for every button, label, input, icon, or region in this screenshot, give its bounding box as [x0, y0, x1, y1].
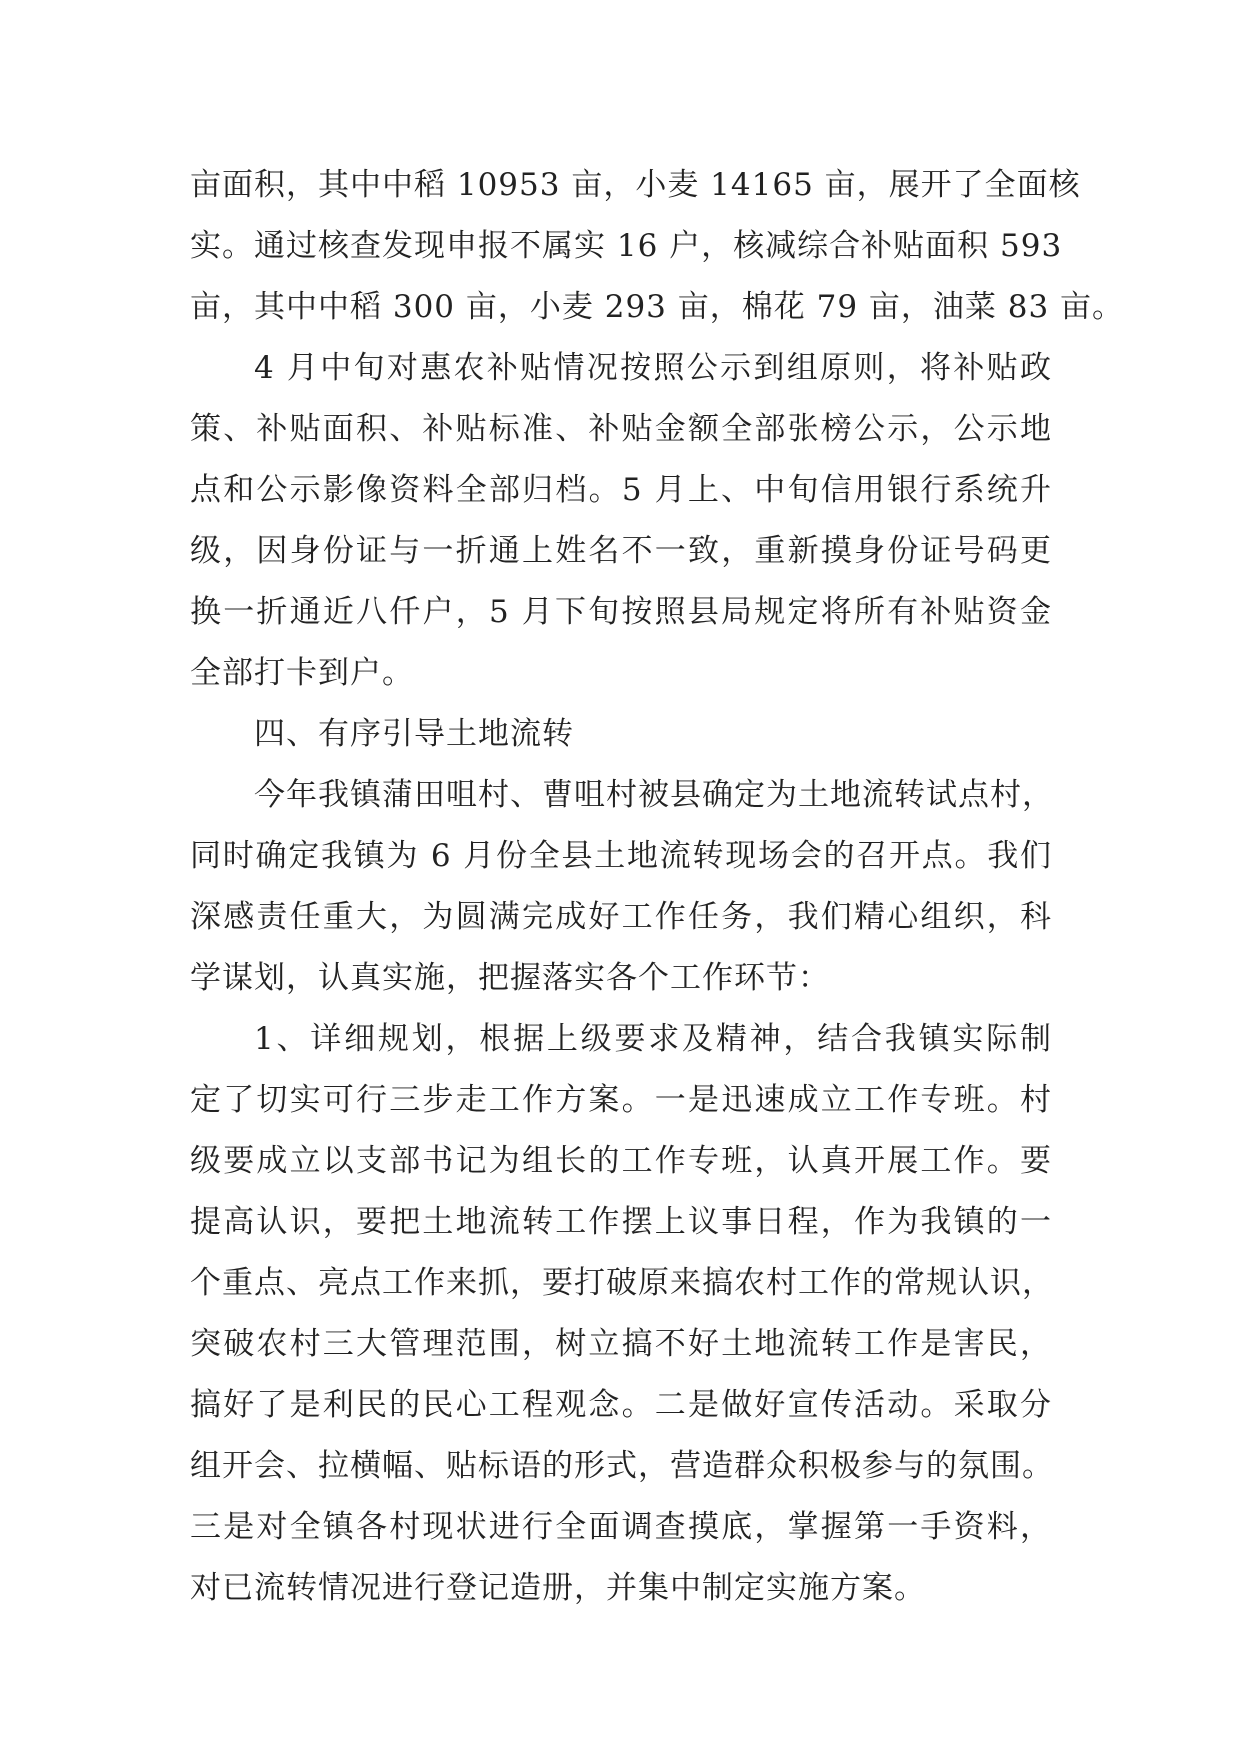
text-line: 级，因身份证与一折通上姓名不一致，重新摸身份证号码更 — [190, 533, 1052, 569]
text-line: 定了切实可行三步走工作方案。一是迅速成立工作专班。村 — [190, 1082, 1052, 1118]
text-line: 对已流转情况进行登记造册，并集中制定实施方案。 — [190, 1570, 926, 1606]
text-line: 今年我镇蒲田咀村、曹咀村被县确定为土地流转试点村， — [254, 777, 1054, 813]
text-line: 深感责任重大，为圆满完成好工作任务，我们精心组织，科 — [190, 899, 1052, 935]
text-line: 1、详细规划，根据上级要求及精神，结合我镇实际制 — [254, 1021, 1052, 1057]
text-line: 学谋划，认真实施，把握落实各个工作环节： — [190, 960, 830, 996]
text-line: 同时确定我镇为 6 月份全县土地流转现场会的召开点。我们 — [190, 838, 1052, 874]
text-line: 提高认识，要把土地流转工作摆上议事日程，作为我镇的一 — [190, 1204, 1052, 1240]
text-line: 4 月中旬对惠农补贴情况按照公示到组原则，将补贴政 — [254, 350, 1052, 386]
text-line: 全部打卡到户。 — [190, 655, 414, 691]
text-line: 亩，其中中稻 300 亩，小麦 293 亩，棉花 79 亩，油菜 83 亩。 — [190, 289, 1125, 325]
text-line: 突破农村三大管理范围，树立搞不好土地流转工作是害民， — [190, 1326, 1052, 1362]
text-line: 四、有序引导土地流转 — [254, 716, 574, 752]
document-body — [190, 155, 1125, 1619]
text-line: 换一折通近八仟户，5 月下旬按照县局规定将所有补贴资金 — [190, 594, 1052, 630]
text-line: 个重点、亮点工作来抓，要打破原来搞农村工作的常规认识， — [190, 1265, 1054, 1301]
text-line: 三是对全镇各村现状进行全面调查摸底，掌握第一手资料， — [190, 1509, 1052, 1545]
text-line: 组开会、拉横幅、贴标语的形式，营造群众积极参与的氛围。 — [190, 1448, 1054, 1484]
text-line: 实。通过核查发现申报不属实 16 户，核减综合补贴面积 593 — [190, 228, 1063, 264]
text-line: 点和公示影像资料全部归档。5 月上、中旬信用银行系统升 — [190, 472, 1052, 508]
text-line: 策、补贴面积、补贴标准、补贴金额全部张榜公示，公示地 — [190, 411, 1052, 447]
text-line: 搞好了是利民的民心工程观念。二是做好宣传活动。采取分 — [190, 1387, 1052, 1423]
text-line: 亩面积，其中中稻 10953 亩，小麦 14165 亩，展开了全面核 — [190, 167, 1081, 203]
text-line: 级要成立以支部书记为组长的工作专班，认真开展工作。要 — [190, 1143, 1052, 1179]
